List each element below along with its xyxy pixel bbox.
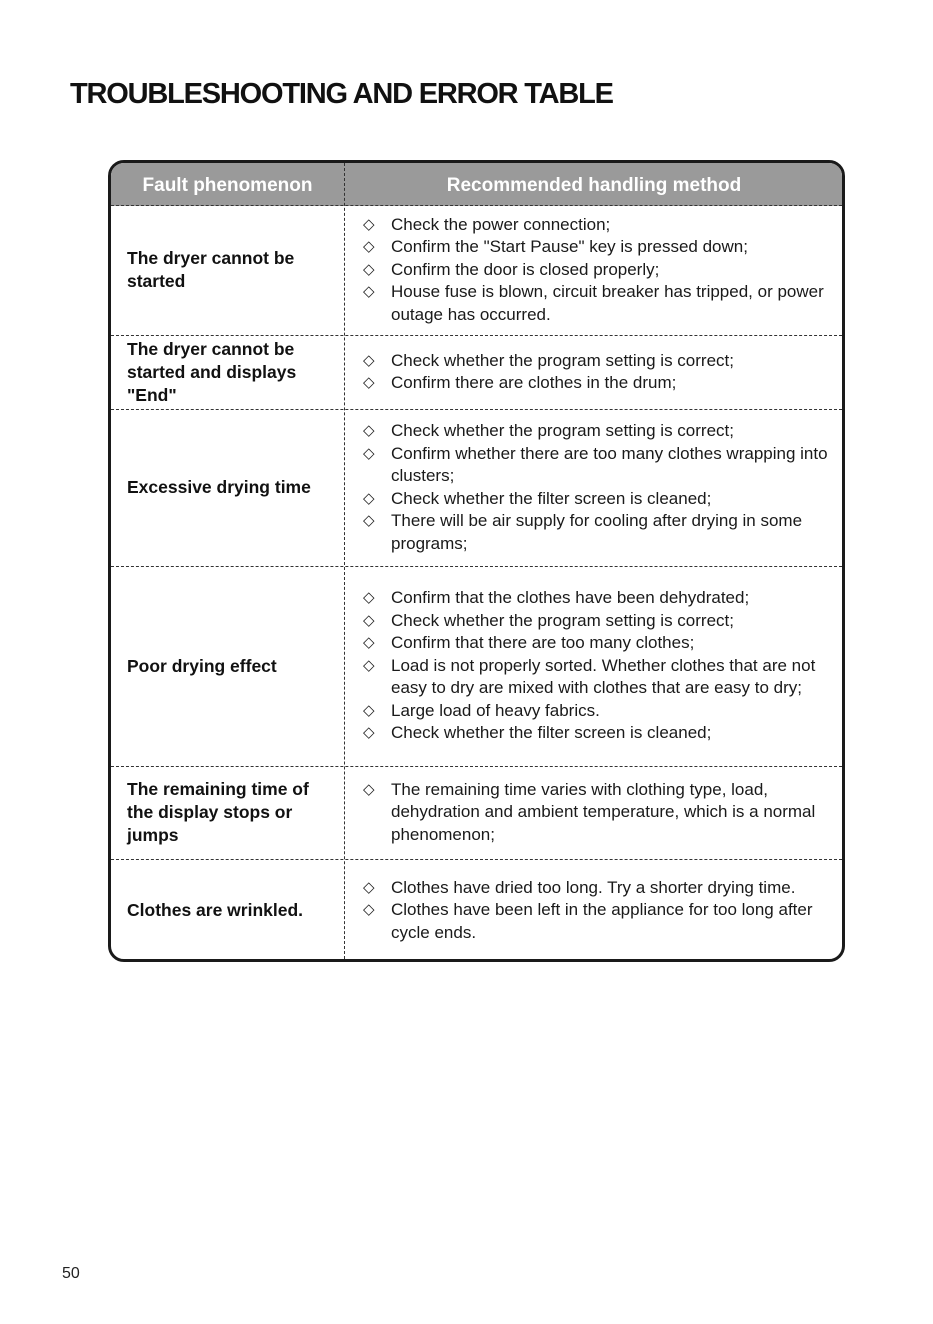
method-item: [363, 510, 841, 555]
method-item: [363, 372, 841, 395]
fault-cell: [111, 566, 344, 766]
method-cell: [347, 409, 841, 566]
header-fault-phenomenon: Fault phenomenon: [142, 175, 313, 196]
method-cell: [347, 859, 841, 962]
method-cell: [347, 205, 841, 335]
diamond-bullet-icon: ◇: [363, 215, 375, 233]
method-text: Large load of heavy fabrics.: [391, 700, 600, 720]
fault-phenomenon-text: Clothes are wrinkled.: [127, 900, 304, 920]
diamond-bullet-icon: ◇: [363, 351, 375, 369]
fault-cell: [111, 409, 344, 566]
method-text: Confirm there are clothes in the drum;: [391, 373, 677, 392]
method-cell: [347, 566, 841, 766]
method-text: Confirm that there are too many clothes;: [391, 633, 695, 653]
fault-phenomenon-text: The dryer cannot be started: [127, 248, 295, 291]
method-item: [363, 214, 841, 237]
fault-cell: [111, 766, 344, 859]
diamond-bullet-icon: ◇: [363, 444, 375, 462]
method-text: Check the power connection;: [391, 214, 611, 234]
table-row: [111, 859, 842, 962]
method-text: Clothes have been left in the appliance for too long after cycle ends.: [391, 900, 813, 942]
troubleshooting-table: [108, 160, 845, 962]
diamond-bullet-icon: ◇: [363, 489, 375, 507]
method-text: Check whether the filter screen is cleaned;: [391, 488, 712, 508]
method-text: There will be air supply for cooling after drying in some programs;: [391, 511, 803, 553]
page-number: 50: [62, 1265, 80, 1282]
method-item: [363, 610, 841, 633]
method-text: Check whether the filter screen is cleaned;: [391, 723, 712, 743]
method-item: [363, 587, 841, 610]
diamond-bullet-icon: ◇: [363, 611, 375, 629]
method-cell: [347, 766, 841, 859]
method-item: [363, 700, 841, 723]
diamond-bullet-icon: ◇: [363, 724, 375, 742]
method-item: [363, 722, 841, 745]
method-text: The remaining time varies with clothing type, load, dehydration and ambient temperature, which is a normal phenomenon;: [391, 779, 816, 844]
table-header: [111, 163, 842, 206]
method-item: [363, 488, 841, 511]
column-divider: [344, 163, 345, 959]
page-title: TROUBLESHOOTING AND ERROR TABLE: [70, 78, 613, 110]
diamond-bullet-icon: ◇: [363, 878, 375, 896]
fault-cell: [111, 335, 344, 409]
table-row: [111, 566, 842, 767]
method-item: [363, 632, 841, 655]
method-text: Check whether the program setting is correct;: [391, 350, 734, 370]
method-item: [363, 281, 841, 326]
fault-cell: [111, 859, 344, 962]
method-item: [363, 655, 841, 700]
method-text: Confirm the door is closed properly;: [391, 259, 660, 279]
method-text: Check whether the program setting is correct;: [391, 421, 734, 440]
method-text: House fuse is blown, circuit breaker has tripped, or power outage has occurred.: [391, 282, 824, 324]
diamond-bullet-icon: ◇: [363, 374, 375, 391]
diamond-bullet-icon: ◇: [363, 512, 375, 529]
table-row: [111, 335, 842, 410]
fault-phenomenon-text: The dryer cannot be started and displays "End": [127, 338, 297, 405]
header-recommended-method: Recommended handling method: [446, 175, 742, 196]
method-text: Confirm that the clothes have been dehydrated;: [391, 588, 750, 608]
diamond-bullet-icon: ◇: [363, 701, 375, 719]
method-item: [363, 236, 841, 259]
table-row: [111, 766, 842, 860]
diamond-bullet-icon: ◇: [363, 260, 375, 278]
diamond-bullet-icon: ◇: [363, 780, 375, 798]
method-item: [363, 877, 841, 900]
method-text: Clothes have dried too long. Try a shorter drying time.: [391, 877, 796, 897]
method-text: Check whether the program setting is correct;: [391, 610, 734, 630]
method-text: Load is not properly sorted. Whether clothes that are not easy to dry are mixed with clothes that are easy to dry;: [391, 655, 816, 698]
diamond-bullet-icon: ◇: [363, 238, 375, 256]
fault-cell: [111, 205, 344, 335]
fault-phenomenon-text: Excessive drying time: [127, 477, 311, 497]
method-text: Confirm whether there are too many clothes wrapping into clusters;: [391, 443, 828, 485]
diamond-bullet-icon: ◇: [363, 901, 375, 919]
table-row: [111, 205, 842, 336]
diamond-bullet-icon: ◇: [363, 283, 375, 301]
method-item: [363, 350, 841, 373]
method-item: [363, 779, 841, 847]
method-item: [363, 899, 841, 944]
diamond-bullet-icon: ◇: [363, 589, 375, 607]
diamond-bullet-icon: ◇: [363, 634, 375, 652]
table-row: [111, 409, 842, 567]
method-item: [363, 420, 841, 443]
diamond-bullet-icon: ◇: [363, 422, 375, 439]
method-item: [363, 259, 841, 282]
fault-phenomenon-text: Poor drying effect: [127, 655, 277, 676]
method-item: [363, 443, 841, 488]
diamond-bullet-icon: ◇: [363, 656, 375, 674]
method-text: Confirm the "Start Pause" key is pressed down;: [391, 237, 748, 257]
fault-phenomenon-text: The remaining time of the display stops or jumps: [127, 779, 309, 845]
method-cell: [347, 335, 841, 409]
